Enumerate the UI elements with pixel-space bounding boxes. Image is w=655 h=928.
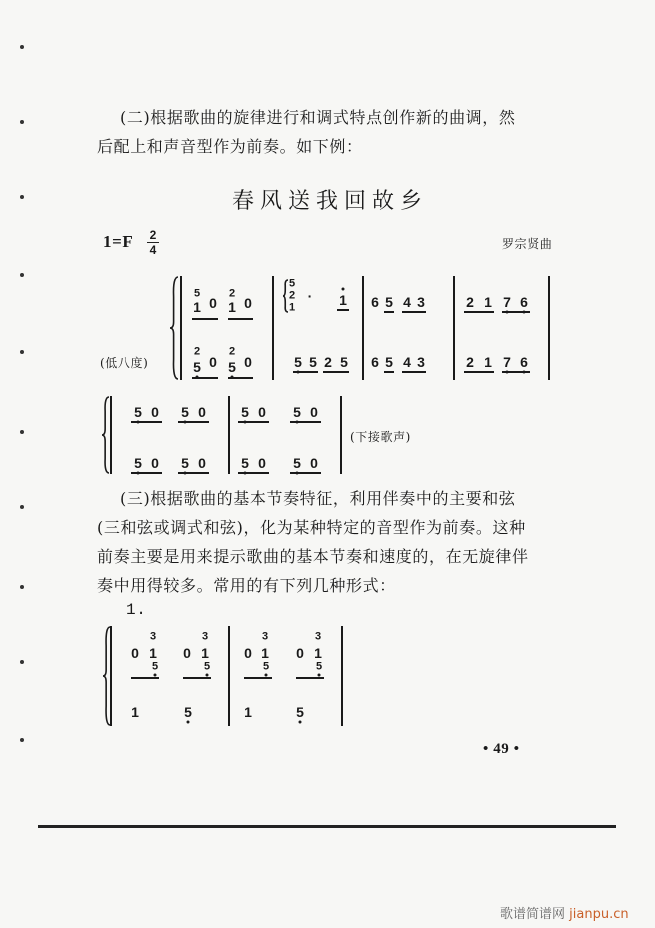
note: 0	[198, 455, 206, 471]
example-label: 1.	[126, 601, 147, 619]
page-number: • 49 •	[483, 741, 520, 757]
note: 5	[193, 359, 201, 375]
beam-underline	[290, 472, 321, 474]
beam-underline	[384, 371, 394, 373]
bar-line	[548, 276, 550, 380]
watermark-en: jianpu.cn	[569, 907, 629, 922]
note: 0	[131, 645, 139, 661]
note: 0	[183, 645, 191, 661]
octave-note: (低八度)	[100, 356, 149, 370]
beam-underline	[183, 677, 211, 679]
beam-underline	[337, 309, 349, 311]
note: 5	[262, 660, 270, 673]
watermark	[500, 903, 629, 922]
note: 1	[149, 645, 157, 661]
note: 6	[371, 294, 379, 310]
note: 3	[201, 630, 209, 643]
beam-underline	[178, 472, 209, 474]
beam-underline	[402, 371, 426, 373]
note: 5	[315, 660, 323, 673]
beam-underline	[244, 677, 272, 679]
system-brace	[102, 396, 109, 474]
continue-note: (下接歌声)	[350, 430, 411, 444]
note: 0	[244, 645, 252, 661]
margin-mark	[20, 350, 24, 354]
beam-underline	[293, 371, 318, 373]
bar-line	[228, 396, 230, 474]
note: 5	[184, 704, 192, 720]
note: 0	[151, 404, 159, 420]
note: 1	[339, 292, 347, 308]
margin-mark	[20, 195, 24, 199]
section3-line4: 奏中用得较多。常用的有下列几种形式：	[97, 576, 396, 595]
note: 1	[131, 704, 139, 720]
note: ·	[307, 288, 313, 304]
note: 7	[503, 294, 511, 310]
note: 0	[209, 295, 217, 311]
beam-underline	[228, 377, 253, 379]
note: 1	[484, 294, 492, 310]
note: 0	[310, 455, 318, 471]
note: 0	[209, 354, 217, 370]
note: 5	[340, 354, 348, 370]
low-octave-dot	[187, 721, 190, 724]
note: 2	[228, 345, 236, 358]
note: 5	[385, 294, 393, 310]
note: 5	[151, 660, 159, 673]
beam-underline	[402, 311, 426, 313]
system-brace	[103, 626, 110, 726]
bar-line	[340, 396, 342, 474]
bar-line	[180, 276, 182, 380]
note: 5	[293, 404, 301, 420]
bar-line	[110, 396, 112, 474]
beam-underline	[502, 371, 530, 373]
margin-mark	[20, 660, 24, 664]
beam-underline	[192, 377, 218, 379]
section2-line1: (二)根据歌曲的旋律进行和调式特点创作新的曲调，然	[120, 108, 516, 127]
note: 6	[520, 354, 528, 370]
note: 5	[309, 354, 317, 370]
beam-underline	[131, 677, 159, 679]
beam-underline	[296, 677, 324, 679]
note: 5	[288, 277, 296, 290]
note: 3	[149, 630, 157, 643]
note: 5	[134, 404, 142, 420]
note: 5	[293, 455, 301, 471]
note: 2	[466, 354, 474, 370]
bottom-rule	[38, 825, 616, 828]
chord-brace	[283, 279, 288, 313]
bar-line	[362, 276, 364, 380]
margin-mark	[20, 585, 24, 589]
note: 0	[258, 455, 266, 471]
note: 0	[244, 354, 252, 370]
bar-line	[228, 626, 230, 726]
beam-underline	[238, 472, 269, 474]
note: 0	[151, 455, 159, 471]
note: 1	[228, 299, 236, 315]
beam-underline	[323, 371, 349, 373]
note: 5	[241, 404, 249, 420]
beam-underline	[131, 472, 162, 474]
note: 0	[296, 645, 304, 661]
note: 0	[198, 404, 206, 420]
margin-mark	[20, 430, 24, 434]
note: 2	[193, 345, 201, 358]
note: 5	[228, 359, 236, 375]
beam-underline	[502, 311, 530, 313]
note: 3	[417, 294, 425, 310]
note: 1	[314, 645, 322, 661]
beam-underline	[131, 421, 162, 423]
note: 3	[417, 354, 425, 370]
note: 0	[310, 404, 318, 420]
note: 2	[228, 287, 236, 300]
note: 5	[181, 404, 189, 420]
time-signature-top: 2	[149, 228, 157, 242]
beam-underline	[228, 318, 253, 320]
note: 1	[288, 301, 296, 314]
margin-mark	[20, 505, 24, 509]
note: 2	[324, 354, 332, 370]
song-title: 春风送我回故乡	[231, 189, 428, 214]
beam-underline	[178, 421, 209, 423]
note: 6	[371, 354, 379, 370]
section3-line1: (三)根据歌曲的基本节奏特征，利用伴奏中的主要和弦	[120, 489, 516, 508]
high-octave-dot	[342, 288, 345, 291]
note: 5	[134, 455, 142, 471]
low-octave-dot	[299, 721, 302, 724]
margin-mark	[20, 273, 24, 277]
note: 4	[403, 354, 411, 370]
beam-underline	[192, 318, 218, 320]
watermark-cn: 歌谱简谱网	[500, 907, 566, 922]
note: 4	[403, 294, 411, 310]
system-brace	[170, 276, 178, 380]
section3-line2: (三和弦或调式和弦)，化为某种特定的音型作为前奏。这种	[97, 518, 526, 537]
note: 5	[241, 455, 249, 471]
beam-underline	[464, 311, 494, 313]
note: 5	[296, 704, 304, 720]
note: 5	[203, 660, 211, 673]
bar-line	[110, 626, 112, 726]
note: 7	[503, 354, 511, 370]
beam-underline	[238, 421, 269, 423]
beam-underline	[384, 311, 394, 313]
key-signature: 1=F	[103, 232, 134, 251]
note: 1	[484, 354, 492, 370]
note: 5	[181, 455, 189, 471]
note: 1	[261, 645, 269, 661]
note: 0	[244, 295, 252, 311]
time-signature-bottom: 4	[149, 243, 157, 257]
bar-line	[341, 626, 343, 726]
note: 1	[201, 645, 209, 661]
section3-line3: 前奏主要是用来提示歌曲的基本节奏和速度的，在无旋律伴	[97, 547, 529, 566]
note: 3	[314, 630, 322, 643]
note: 3	[261, 630, 269, 643]
beam-underline	[290, 421, 321, 423]
note: 5	[385, 354, 393, 370]
composer: 罗宗贤曲	[502, 237, 553, 251]
note: 2	[466, 294, 474, 310]
margin-mark	[20, 45, 24, 49]
note: 2	[288, 289, 296, 302]
section2-line2: 后配上和声音型作为前奏。如下例：	[97, 137, 363, 156]
bar-line	[453, 276, 455, 380]
margin-mark	[20, 738, 24, 742]
note: 0	[258, 404, 266, 420]
bar-line	[272, 276, 274, 380]
beam-underline	[464, 371, 494, 373]
margin-mark	[20, 120, 24, 124]
note: 5	[193, 287, 201, 300]
note: 5	[294, 354, 302, 370]
note: 1	[193, 299, 201, 315]
note: 6	[520, 294, 528, 310]
note: 1	[244, 704, 252, 720]
